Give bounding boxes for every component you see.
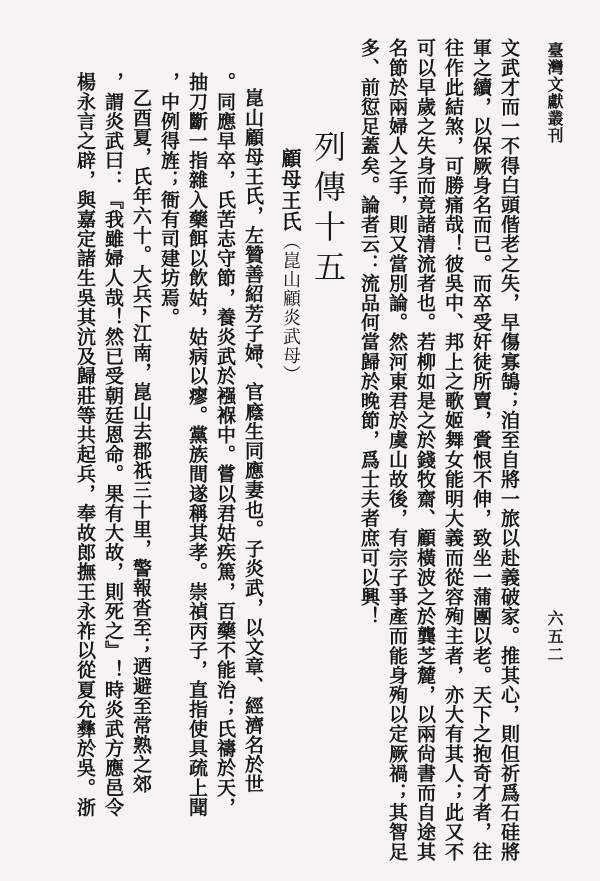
- text-column: 多、前愆足蓋矣。論者云：流品何當歸於晚節，爲士夫者庶可以興！: [358, 38, 380, 626]
- text-column: 崑山顧母王氏，左贊善紹芳子婦、官廕生同應妻也。子炎武，以文章、經濟名於世: [242, 88, 264, 794]
- biography-heading-note: （崑山顧炎武母）: [280, 232, 301, 384]
- running-header: 臺灣文獻叢刊: [545, 42, 564, 144]
- text-column: ，中例得旌；衙有司建坊焉。: [158, 72, 180, 327]
- text-column: 楊永言之辟，與嘉定諸生吳其沆及歸莊等共起兵，奉故郎撫王永祚以從夏允彝於吳。浙: [74, 72, 96, 817]
- text-column: 名節於兩婦人之手，則又當別論。然河東君於虞山故後，有宗子爭產而能身殉以定厥禍；其智足: [386, 38, 408, 862]
- text-column: 往作此結煞，可勝痛哉！彼吳中、邦上之歌姬舞女能明大義而從容殉主者，亦大有其人；此又不: [442, 38, 464, 862]
- text-column: 乙酉夏，氏年六十。大兵下江南，崑山去郡祇三十里，警報沓至；迺避至常熟之郊: [130, 88, 152, 794]
- text-column: 。同應早卒，氏苦志守節，養炎武於襁褓中。嘗以君姑疾篤，百藥不能治；氏禱於天，: [214, 72, 236, 817]
- text-column: 抽刀斷一指雜入藥餌以飲姑，姑病以瘳。黨族間遂稱其孝。崇禎丙子，直指使具疏上聞: [186, 72, 208, 817]
- page-number: 六五二: [545, 610, 564, 664]
- section-title: 列傳十五: [309, 130, 347, 290]
- biography-heading-name: 顧母王氏: [278, 148, 302, 232]
- text-column: 軍之續，以保厥身名而已。而卒受奸徒所賣，賫恨不伸，致坐一蒲團以老。天下之抱奇才者，往: [470, 38, 492, 862]
- text-column: 文武才而一不得白頭偕老之失，早傷寡鵠；洎至自將一旅以赴義破家。推其心，則但祈爲石硅將: [498, 38, 520, 862]
- text-column: ，謂炎武曰：『我雖婦人哉！然已受朝廷恩命。果有大故，則死之』！時炎武方應邑令: [102, 72, 124, 817]
- biography-heading: [280, 148, 300, 384]
- text-column: 可以早歲之失身而竟諸清流者也。若柳如是之於錢牧齋、顧橫波之於龔芝麓，以兩尙書而自途其: [414, 38, 436, 862]
